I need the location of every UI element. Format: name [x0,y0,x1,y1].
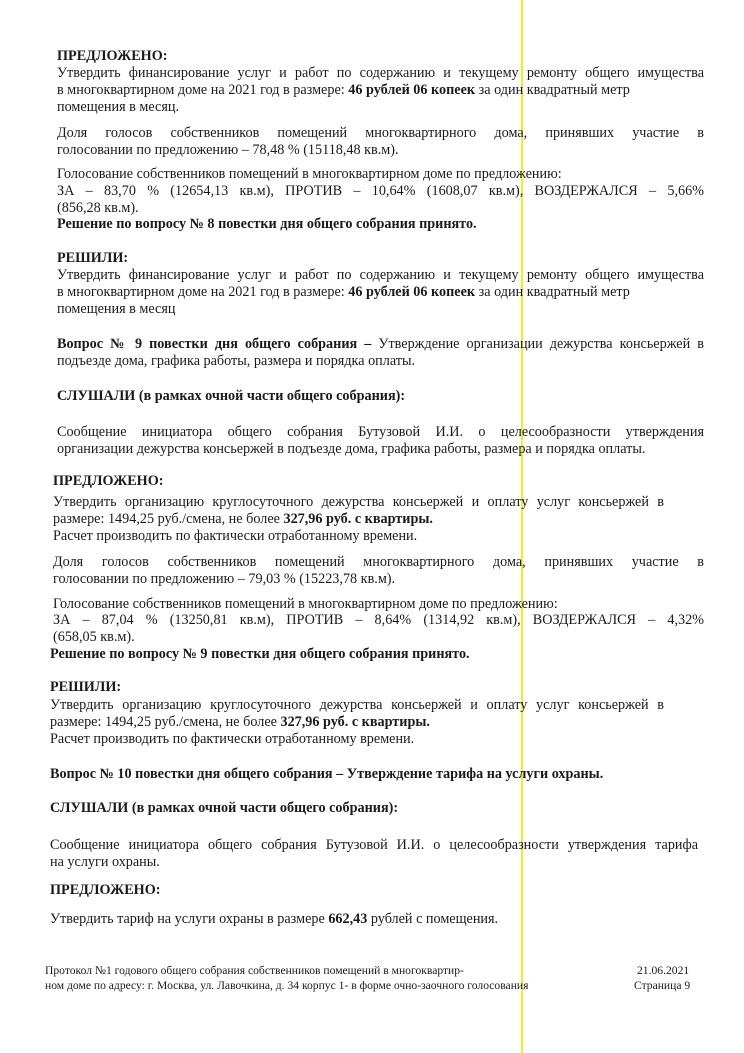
footer-page-number: Страница 9 [634,979,691,992]
resolved-heading: РЕШИЛИ: [57,250,129,266]
text-line: Голосование собственников помещений в многоквартирном доме по предложению: [53,596,558,612]
text-line: подъезде дома, графика работы, размера и порядка оплаты. [57,353,416,369]
text-line: помещения в месяц [57,301,176,317]
text-line: Утвердить организацию круглосуточного дежурства консьержей и оплату услуг консьержей в [50,697,664,713]
text-line: голосовании по предложению – 78,48 % (15118,48 кв.м). [57,142,399,158]
yellow-marker-line [521,0,523,1053]
text-line: Сообщение инициатора общего собрания Бутузовой И.И. о целесообразности утверждения [57,424,704,440]
text-line: в многоквартирном доме на 2021 год в размере: 46 рублей 06 копеек за один квадратный метр [57,82,630,98]
text-line: Голосование собственников помещений в многоквартирном доме по предложению: [57,166,562,182]
text-line: в многоквартирном доме на 2021 год в размере: 46 рублей 06 копеек за один квадратный метр [57,284,630,300]
text-line: (856,28 кв.м). [57,200,139,216]
proposed-heading: ПРЕДЛОЖЕНО: [53,473,164,489]
text-line: помещения в месяц. [57,99,180,115]
text-line: организации дежурства консьержей в подъезде дома, графика работы, размера и порядка оплаты. [57,441,646,457]
decision-line: Решение по вопросу № 8 повестки дня общего собрания принято. [57,216,477,232]
heard-heading: СЛУШАЛИ (в рамках очной части общего собрания): [57,388,406,404]
text-line: Расчет производить по фактически отработанному времени. [53,528,418,544]
text-line: Сообщение инициатора общего собрания Бутузовой И.И. о целесообразности утверждения тарифа [50,837,698,853]
text-line: Утвердить организацию круглосуточного дежурства консьержей и оплату услуг консьержей в [53,494,664,510]
question-title: Вопрос № 10 повестки дня общего собрания – Утверждение тарифа на услуги охраны. [50,766,604,782]
footer-date: 21.06.2021 [637,964,690,977]
decision-line: Решение по вопросу № 9 повестки дня общего собрания принято. [50,646,470,662]
text-line: голосовании по предложению – 79,03 % (15223,78 кв.м). [53,571,396,587]
text-line: размере: 1494,25 руб./смена, не более 327,96 руб. с квартиры. [53,511,433,527]
footer-protocol-line: ном доме по адресу: г. Москва, ул. Лавочкина, д. 34 корпус 1- в форме очно-заочного голосования [45,979,529,992]
text-line: ЗА – 83,70 % (12654,13 кв.м), ПРОТИВ – 10,64% (1608,07 кв.м), ВОЗДЕРЖАЛСЯ – 5,66% [57,183,704,199]
proposed-heading: ПРЕДЛОЖЕНО: [50,882,161,898]
text-line: ЗА – 87,04 % (13250,81 кв.м), ПРОТИВ – 8,64% (1314,92 кв.м), ВОЗДЕРЖАЛСЯ – 4,32% [53,612,704,628]
text-line: Доля голосов собственников помещений многоквартирного дома, принявших участие в [57,125,704,141]
proposed-heading: ПРЕДЛОЖЕНО: [57,48,168,64]
text-line: (658,05 кв.м). [53,629,135,645]
text-line: Утвердить финансирование услуг и работ по содержанию и текущему ремонту общего имущества [57,267,704,283]
heard-heading: СЛУШАЛИ (в рамках очной части общего собрания): [50,800,399,816]
resolved-heading: РЕШИЛИ: [50,679,122,695]
text-line: Утвердить тариф на услуги охраны в размере 662,43 рублей с помещения. [50,911,499,927]
text-line: размере: 1494,25 руб./смена, не более 327,96 руб. с квартиры. [50,714,430,730]
text-line: Утвердить финансирование услуг и работ по содержанию и текущему ремонту общего имущества [57,65,704,81]
footer-protocol-line: Протокол №1 годового общего собрания собственников помещений в многоквартир- [45,964,464,977]
text-line: на услуги охраны. [50,854,160,870]
text-line: Расчет производить по фактически отработанному времени. [50,731,415,747]
question-title: Вопрос № 9 повестки дня общего собрания – Утверждение организации дежурства консьержей в [57,336,704,352]
text-line: Доля голосов собственников помещений многоквартирного дома, принявших участие в [53,554,704,570]
